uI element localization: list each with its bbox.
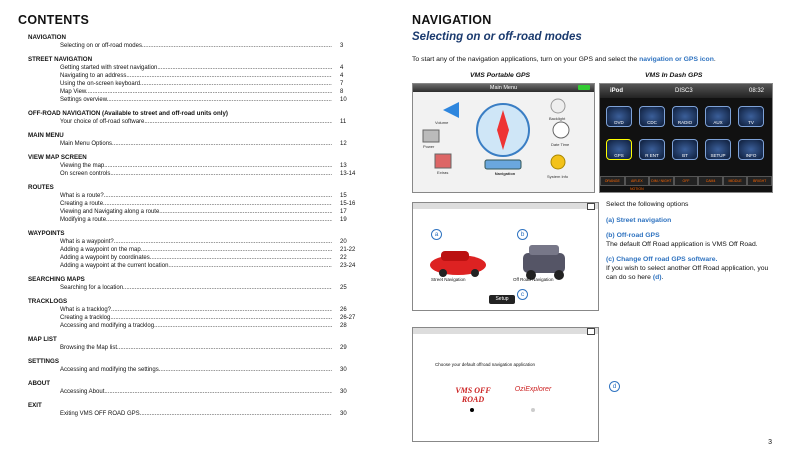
toc-entry-page: 13-14 (340, 171, 356, 177)
toc-entry-page: 30 (340, 367, 347, 373)
toc-entry-text: Navigating to an address ..... (60, 72, 332, 80)
toc-entry[interactable] (28, 238, 358, 246)
toc-entry-page: 21-22 (340, 247, 356, 253)
menu-item-backlight: Backlight (549, 116, 566, 121)
toc-entry-text: Exiting VMS OFF ROAD GPS ..... (60, 410, 332, 418)
ozi-explorer-logo: OziExplorer (514, 386, 552, 393)
portable-gps-screenshot (412, 83, 595, 193)
toc-entry-text: Searching for a location ..... (60, 284, 332, 292)
toc-entry-page: 11 (340, 119, 347, 125)
indash-strip-item[interactable]: BRIGHT (747, 176, 772, 186)
indash-button-bt[interactable] (672, 139, 698, 160)
toc-entry-text: Accessing About ..... (60, 388, 332, 396)
toc-entry[interactable] (28, 80, 358, 88)
toc-section-heading: EXIT (28, 402, 42, 409)
back-icon (578, 85, 590, 90)
indash-strip-item[interactable]: MIDDLE (723, 176, 748, 186)
app-choice-screenshot (412, 327, 599, 442)
toc-section-heading: SEARCHING MAPS (28, 276, 85, 283)
volume-icon (443, 102, 459, 118)
indash-button-tv[interactable] (738, 106, 764, 127)
menu-item-system-info: System Info (547, 174, 569, 179)
toc-entry-page: 20 (340, 239, 347, 245)
toc-entry-text: Your choice of off-road software ..... (60, 118, 332, 126)
toc-section-heading: ROUTES (28, 184, 54, 191)
indash-disc: DISC3 (675, 88, 693, 94)
toc-entry-text: What is a route? ..... (60, 192, 332, 200)
indash-button-aux[interactable] (705, 106, 731, 127)
toc-entry[interactable] (28, 388, 358, 396)
marker-b: b (517, 229, 528, 240)
indash-strip-item[interactable]: DIM / NIGHT (649, 176, 674, 186)
indash-button-cdc[interactable] (639, 106, 665, 127)
indash-button-label: AUX (713, 120, 723, 125)
toc-entry[interactable] (28, 410, 358, 418)
toc-entry-page: 12 (340, 141, 347, 147)
toc-entry[interactable] (28, 140, 358, 148)
toc-entry-text: Settings overview ..... (60, 96, 332, 104)
radio-ozi[interactable] (531, 408, 535, 412)
toc-entry[interactable] (28, 72, 358, 80)
toc-entry-page: 26-27 (340, 315, 356, 321)
indash-button-label: INFO (745, 153, 757, 158)
navigation-title: NAVIGATION (412, 13, 492, 27)
option-a: (a) Street navigation (606, 216, 672, 224)
options-text (606, 201, 776, 289)
toc-entry-text: Getting started with street navigation ..... (60, 64, 332, 72)
section-subtitle: Selecting on or off-road modes (412, 31, 582, 43)
option-c-heading: (c) Change Off road GPS software. (606, 256, 718, 264)
extras-icon (435, 154, 451, 168)
toc-entry[interactable] (28, 314, 358, 322)
indash-strip-item[interactable]: CAM4 (698, 176, 723, 186)
toc-entry[interactable] (28, 208, 358, 216)
toc-entry[interactable] (28, 88, 358, 96)
toc-entry-text: Map View ..... (60, 88, 332, 96)
toc-entry-page: 25 (340, 285, 347, 291)
marker-a: a (431, 229, 442, 240)
offroad-navigation-label: Off Road Navigation (513, 277, 554, 282)
toc-entry-page: 29 (340, 345, 347, 351)
toc-entry[interactable] (28, 254, 358, 262)
option-b-text: The default Off Road application is VMS Off Road. (606, 240, 758, 248)
toc-entry[interactable] (28, 42, 358, 50)
indash-top-bar (600, 84, 772, 98)
indash-button-info[interactable] (738, 139, 764, 160)
toc-entry[interactable] (28, 344, 358, 352)
contents-title: CONTENTS (18, 13, 90, 27)
indash-source: iPod (610, 88, 623, 94)
toc-entry-page: 28 (340, 323, 347, 329)
menu-item-navigation: Navigation (494, 171, 516, 176)
toc-section-heading: TRACKLOGS (28, 298, 68, 305)
toc-entry-text: Selecting on or off-road modes ..... (60, 42, 332, 50)
power-icon (423, 130, 439, 142)
intro-paragraph (412, 56, 716, 63)
toc-entry-text: Accessing and modifying a tracklog ..... (60, 322, 332, 330)
toc-section (28, 358, 358, 374)
toc-entry[interactable] (28, 96, 358, 104)
option-b-heading: (b) Off-road GPS (606, 232, 660, 240)
toc-section-heading: OFF-ROAD NAVIGATION (Available to street and off-road units only) (28, 110, 228, 117)
toc-entry[interactable] (28, 284, 358, 292)
indash-time: 08:32 (748, 88, 764, 94)
menu-item-volume: Volume (435, 120, 449, 125)
toc-entry-text: Creating a tracklog ..... (60, 314, 332, 322)
menu-item-extras: Extras (437, 170, 449, 175)
toc-entry-page: 4 (340, 73, 344, 79)
toc-entry-text: Adding a waypoint at the current location ..... (60, 262, 332, 270)
indash-button-gps[interactable] (606, 139, 632, 160)
marker-c: c (517, 289, 528, 300)
toc-entry-text: Viewing and Navigating along a route ..... (60, 208, 332, 216)
selection-top-bar (413, 203, 598, 209)
main-menu-bar (413, 84, 594, 92)
intro-text: To start any of the navigation applications, turn on your GPS and select the (412, 56, 640, 63)
option-c-ref: (d) (652, 273, 662, 281)
toc-entry-text: Adding a waypoint on the map ..... (60, 246, 332, 254)
toc-entry-text: Main Menu Options ..... (60, 140, 332, 148)
toc-section-heading: WAYPOINTS (28, 230, 65, 237)
toc-section (28, 154, 358, 178)
table-of-contents (28, 34, 358, 424)
toc-section-heading: VIEW MAP SCREEN (28, 154, 87, 161)
indash-strip-item[interactable]: AIR-EX NOTION (625, 176, 650, 186)
toc-section (28, 34, 358, 50)
toc-entry-page: 26 (340, 307, 347, 313)
toc-entry-page: 10 (340, 97, 347, 103)
setup-button[interactable]: Setup (489, 295, 515, 304)
toc-entry[interactable] (28, 366, 358, 374)
toc-entry-text: Browsing the Map list ..... (60, 344, 332, 352)
toc-entry-page: 30 (340, 411, 347, 417)
caption-indash: VMS In Dash GPS (645, 72, 703, 79)
indash-button-r-ent[interactable] (639, 139, 665, 160)
close-icon (587, 203, 595, 210)
toc-entry-page: 22 (340, 255, 347, 261)
toc-entry-page: 17 (340, 209, 347, 215)
toc-section-heading: ABOUT (28, 380, 50, 387)
indash-button-label: SETUP (710, 153, 726, 158)
toc-entry-page: 15 (340, 193, 347, 199)
toc-section (28, 336, 358, 352)
options-intro: Select the following options (606, 201, 689, 208)
toc-entry[interactable] (28, 322, 358, 330)
indash-button-label: GPS (614, 153, 624, 158)
backlight-icon (551, 99, 565, 113)
toc-section (28, 110, 358, 126)
app-top-bar (413, 328, 598, 334)
indash-strip-item[interactable]: OFF (674, 176, 699, 186)
toc-entry-text: What is a waypoint? ..... (60, 238, 332, 246)
indash-strip-item[interactable]: ORANGE (600, 176, 625, 186)
toc-entry[interactable] (28, 170, 358, 178)
caption-portable: VMS Portable GPS (470, 72, 531, 79)
option-c-end: . (661, 273, 664, 281)
menu-item-date-time: Date Time (551, 142, 570, 147)
close-icon (587, 328, 595, 335)
toc-entry-page: 15-16 (340, 201, 356, 207)
toc-entry-page: 4 (340, 65, 344, 71)
indash-button-radio[interactable] (672, 106, 698, 127)
toc-entry-text: Modifying a route ..... (60, 216, 332, 224)
toc-section (28, 56, 358, 104)
intro-end: . (713, 56, 716, 63)
date-time-icon (553, 122, 569, 138)
toc-entry[interactable] (28, 262, 358, 270)
toc-section (28, 184, 358, 224)
toc-section (28, 230, 358, 270)
toc-entry-text: Adding a waypoint by coordinates ..... (60, 254, 332, 262)
marker-d: d (609, 381, 620, 392)
indash-button-dvd[interactable] (606, 106, 632, 127)
intro-highlight: navigation or GPS icon (639, 56, 714, 63)
toc-entry-page: 3 (340, 43, 344, 49)
toc-section-heading: STREET NAVIGATION (28, 56, 93, 63)
app-choice-prompt: Choose your default offroad navigation application (435, 362, 535, 367)
toc-section (28, 298, 358, 330)
indash-gps-screenshot (599, 83, 773, 193)
option-c-text: If you wish to select another Off Road application, you can do so here (606, 264, 769, 281)
offroad-car-image (523, 253, 565, 273)
toc-section (28, 402, 358, 418)
indash-button-label: TV (748, 120, 754, 125)
selection-screenshot (412, 202, 599, 311)
toc-entry[interactable] (28, 162, 358, 170)
vms-offroad-logo: VMS OFF ROAD (455, 386, 491, 404)
toc-section-heading: SETTINGS (28, 358, 59, 365)
navigation-button-bg (485, 160, 521, 169)
system-info-icon (551, 155, 565, 169)
toc-section (28, 132, 358, 148)
toc-section-heading: MAP LIST (28, 336, 57, 343)
toc-entry-text: Creating a route ..... (60, 200, 332, 208)
toc-entry[interactable] (28, 216, 358, 224)
main-menu-title: Main Menu (489, 85, 518, 91)
toc-entry[interactable] (28, 246, 358, 254)
toc-entry-page: 30 (340, 389, 347, 395)
toc-section (28, 380, 358, 396)
toc-entry[interactable] (28, 192, 358, 200)
menu-item-power: Power (423, 144, 435, 149)
indash-button-label: BT (682, 153, 688, 158)
indash-button-label: R ENT (645, 153, 659, 158)
street-navigation-label: Street Navigation (431, 277, 466, 282)
toc-section-heading: NAVIGATION (28, 34, 66, 41)
indash-button-label: CDC (647, 120, 657, 125)
radio-vms-selected[interactable] (470, 408, 474, 412)
toc-entry-page: 23-24 (340, 263, 356, 269)
toc-section-heading: MAIN MENU (28, 132, 64, 139)
toc-entry-text: On screen controls ..... (60, 170, 332, 178)
indash-button-label: DVD (614, 120, 624, 125)
toc-entry[interactable] (28, 306, 358, 314)
toc-entry-page: 7 (340, 81, 344, 87)
toc-entry-text: Viewing the map ..... (60, 162, 332, 170)
toc-entry-text: Accessing and modifying the settings ..... (60, 366, 332, 374)
toc-entry-text: Using the on-screen keyboard ..... (60, 80, 332, 88)
toc-entry-text: What is a tracklog? ..... (60, 306, 332, 314)
toc-entry-page: 13 (340, 163, 347, 169)
toc-entry[interactable] (28, 118, 358, 126)
toc-entry-page: 8 (340, 89, 344, 95)
toc-section (28, 276, 358, 292)
page-number: 3 (768, 439, 772, 446)
car-images (413, 233, 598, 303)
indash-button-label: RADIO (677, 120, 693, 125)
toc-entry[interactable] (28, 200, 358, 208)
indash-button-setup[interactable] (705, 139, 731, 160)
toc-entry[interactable] (28, 64, 358, 72)
toc-entry-page: 19 (340, 217, 347, 223)
